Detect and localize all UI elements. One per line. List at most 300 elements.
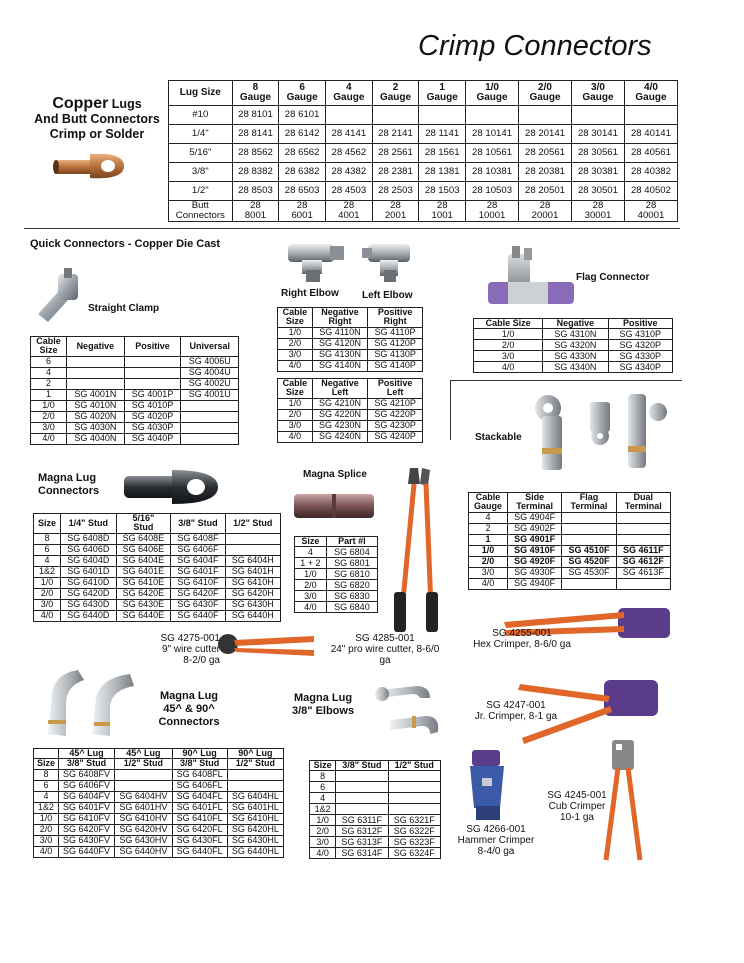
table-cell: SG 6401D	[61, 566, 116, 577]
table-cell: SG 4040N	[67, 433, 125, 444]
table-row	[34, 791, 284, 802]
table-cell: SG 6401HL	[227, 802, 283, 813]
table-cell: SG 4220N	[312, 409, 367, 420]
table-row	[295, 580, 378, 591]
row-label: 1&2	[34, 566, 61, 577]
table-cell: SG 4030P	[124, 422, 181, 433]
magna-splice-title: Magna Splice	[303, 469, 367, 480]
table-row	[310, 782, 441, 793]
row-label: 3/0	[469, 567, 508, 578]
table-row	[34, 780, 284, 791]
table-row	[34, 555, 281, 566]
table-cell	[227, 780, 283, 791]
table-cell	[181, 400, 239, 411]
row-label: 1/0	[278, 327, 313, 338]
table-cell: 28 10001	[466, 201, 519, 222]
table-cell	[336, 804, 388, 815]
stackable-table	[468, 492, 671, 590]
table-row	[31, 378, 239, 389]
table-cell: SG 6430FV	[58, 835, 114, 846]
table-cell: SG 6440HV	[115, 846, 172, 857]
copper-line2: And Butt Connectors	[34, 112, 160, 126]
table-cell: 28 40141	[624, 125, 677, 144]
table-row	[34, 769, 284, 780]
wire-cutter-label: SG 4275-001 9" wire cutter 8-2/0 ga	[160, 633, 220, 666]
table-row	[310, 815, 441, 826]
table-cell: SG 4520F	[562, 556, 616, 567]
table-header-row	[31, 337, 239, 357]
table-cell	[388, 782, 440, 793]
table-cell: SG 6430HV	[115, 835, 172, 846]
table-row	[34, 813, 284, 824]
table-cell	[181, 411, 239, 422]
table-cell: SG 6430E	[116, 599, 171, 610]
table-row	[34, 824, 284, 835]
left-elbow-label: Left Elbow	[362, 290, 413, 301]
hammer-crimper-label: SG 4266-001 Hammer Crimper 8-4/0 ga	[457, 824, 535, 857]
table-cell	[562, 578, 616, 589]
table-cell: SG 6312F	[336, 826, 388, 837]
jr-crimper-label: SG 4247-001 Jr. Crimper, 8-1 ga	[474, 700, 558, 722]
column-header: 1/2" Stud	[227, 759, 283, 769]
table-cell	[616, 512, 670, 523]
table-row	[469, 534, 671, 545]
left-elbow-image	[360, 240, 416, 284]
table-row	[31, 400, 239, 411]
table-cell: SG 4006U	[181, 356, 239, 367]
table-cell: SG 6408F	[171, 533, 225, 544]
row-label: 4	[310, 793, 336, 804]
table-header-row	[34, 749, 284, 759]
row-label: 2/0	[295, 580, 327, 591]
table-cell: SG 6410FV	[58, 813, 114, 824]
column-header: 8 Gauge	[232, 81, 279, 106]
table-cell: SG 4010P	[124, 400, 181, 411]
table-cell: SG 4930F	[507, 567, 561, 578]
row-label: 3/0	[278, 349, 313, 360]
table-cell: SG 6408FV	[58, 769, 114, 780]
table-header-row	[34, 759, 284, 769]
column-header: 90^ Lug	[227, 749, 283, 759]
table-cell: SG 4140P	[368, 360, 423, 371]
table-cell: SG 6410F	[171, 577, 225, 588]
flag-connector-image	[488, 244, 574, 318]
table-cell: SG 4330P	[608, 351, 673, 362]
table-cell: 28 8382	[232, 163, 279, 182]
table-row	[34, 566, 281, 577]
row-label: 4/0	[31, 433, 67, 444]
table-cell: 28 40382	[624, 163, 677, 182]
table-row	[169, 182, 678, 201]
table-cell	[67, 378, 125, 389]
column-header: Size	[34, 759, 59, 769]
table-cell: 28 2503	[372, 182, 419, 201]
elbow38-table	[309, 760, 441, 859]
table-cell: SG 4613F	[616, 567, 670, 578]
table-cell: 28 40502	[624, 182, 677, 201]
row-label: 4/0	[278, 431, 313, 442]
table-cell: SG 4001U	[181, 389, 239, 400]
table-cell	[388, 793, 440, 804]
row-label: 4/0	[469, 578, 508, 589]
column-header: 1 Gauge	[419, 81, 466, 106]
table-cell: SG 6404H	[225, 555, 280, 566]
table-cell: 28 8001	[232, 201, 279, 222]
table-cell	[124, 378, 181, 389]
table-cell	[115, 780, 172, 791]
table-cell: SG 4110P	[368, 327, 423, 338]
table-cell: SG 6420E	[116, 588, 171, 599]
column-header	[34, 749, 59, 759]
table-cell: 28 10141	[466, 125, 519, 144]
table-row	[469, 523, 671, 534]
row-label: 2	[31, 378, 67, 389]
row-label: 4	[31, 367, 67, 378]
table-cell: SG 4010N	[67, 400, 125, 411]
table-cell: SG 4320N	[543, 340, 608, 351]
table-cell: SG 6440E	[116, 610, 171, 621]
row-label: 5/16"	[169, 144, 233, 163]
table-row	[295, 591, 378, 602]
table-cell: SG 6410FL	[172, 813, 227, 824]
table-row	[31, 356, 239, 367]
column-header: 2 Gauge	[372, 81, 419, 106]
straight-clamp-label: Straight Clamp	[88, 303, 160, 314]
row-label: 2/0	[278, 338, 313, 349]
table-cell: SG 4220P	[368, 409, 423, 420]
table-cell	[325, 106, 372, 125]
table-cell: SG 6406E	[116, 544, 171, 555]
magna-splice-table	[294, 536, 378, 613]
row-label: Butt Connectors	[169, 201, 233, 222]
column-header: 5/16" Stud	[116, 514, 171, 534]
table-header-row	[295, 537, 378, 547]
column-header: Universal	[181, 337, 239, 357]
table-row	[278, 349, 423, 360]
table-cell: SG 6440F	[171, 610, 225, 621]
table-cell: 28 6101	[279, 106, 326, 125]
table-cell	[466, 106, 519, 125]
table-cell: 28 6503	[279, 182, 326, 201]
table-cell: SG 4910F	[507, 545, 561, 556]
column-header: Positive Right	[368, 308, 423, 328]
table-row	[474, 351, 673, 362]
table-row	[469, 578, 671, 589]
table-cell: 28 4141	[325, 125, 372, 144]
table-cell: SG 6440HL	[227, 846, 283, 857]
table-cell: 28 40001	[624, 201, 677, 222]
row-label: 2/0	[469, 556, 508, 567]
row-label: 4	[34, 555, 61, 566]
flag-connector-table	[473, 318, 673, 373]
column-header: 6 Gauge	[279, 81, 326, 106]
table-cell: 28 8101	[232, 106, 279, 125]
table-row	[310, 771, 441, 782]
table-cell: 28 4562	[325, 144, 372, 163]
table-cell: SG 4530F	[562, 567, 616, 578]
magna-lug-title: Magna Lug Connectors	[38, 472, 100, 497]
column-header: Size	[295, 537, 327, 547]
table-cell: SG 4210P	[368, 398, 423, 409]
table-cell: SG 4120P	[368, 338, 423, 349]
column-header: 4 Gauge	[325, 81, 372, 106]
table-cell: SG 6840	[326, 602, 377, 613]
stackable-image	[532, 392, 674, 476]
row-label: 2/0	[278, 409, 313, 420]
table-cell: 28 20561	[519, 144, 572, 163]
pro-wire-cutter-label: SG 4285-001 24" pro wire cutter, 8-6/0 ga	[330, 633, 440, 666]
table-cell	[519, 106, 572, 125]
table-cell	[181, 422, 239, 433]
copper-title-big: Copper	[52, 95, 109, 112]
table-cell: SG 6410HL	[227, 813, 283, 824]
table-cell	[181, 433, 239, 444]
table-row	[469, 556, 671, 567]
table-cell: SG 6430HL	[227, 835, 283, 846]
table-row	[295, 602, 378, 613]
column-header: 2/0 Gauge	[519, 81, 572, 106]
table-cell: SG 4340N	[543, 362, 608, 373]
table-row	[34, 802, 284, 813]
table-row	[474, 340, 673, 351]
table-cell: SG 6820	[326, 580, 377, 591]
table-cell	[124, 367, 181, 378]
section-divider	[24, 228, 680, 229]
table-row	[34, 610, 281, 621]
table-cell: SG 6404D	[61, 555, 116, 566]
table-cell: SG 6313F	[336, 837, 388, 848]
pro-wire-cutter-image	[386, 464, 448, 634]
table-cell: 28 20141	[519, 125, 572, 144]
table-cell: SG 4002U	[181, 378, 239, 389]
row-label: 8	[34, 533, 61, 544]
row-label: 3/0	[474, 351, 543, 362]
column-header: Flag Terminal	[562, 493, 616, 513]
table-cell: SG 4004U	[181, 367, 239, 378]
row-label: 1 + 2	[295, 558, 327, 569]
row-label: 1	[469, 534, 508, 545]
table-cell: 28 1561	[419, 144, 466, 163]
table-cell	[115, 769, 172, 780]
table-cell: 28 1001	[419, 201, 466, 222]
table-row	[469, 512, 671, 523]
table-cell: SG 4310P	[608, 329, 673, 340]
table-cell	[562, 512, 616, 523]
table-cell: 28 30001	[571, 201, 624, 222]
column-header: Cable Size	[474, 319, 543, 329]
row-label: 2	[469, 523, 508, 534]
table-cell: SG 4210N	[312, 398, 367, 409]
column-header: Positive	[608, 319, 673, 329]
column-header: Side Terminal	[507, 493, 561, 513]
column-header: 1/0 Gauge	[466, 81, 519, 106]
table-cell	[616, 534, 670, 545]
table-cell: SG 6420H	[225, 588, 280, 599]
table-row	[278, 327, 423, 338]
table-cell: SG 4904F	[507, 512, 561, 523]
table-cell: SG 6311F	[336, 815, 388, 826]
column-header: 3/8" Stud	[171, 514, 225, 534]
row-label: 3/0	[295, 591, 327, 602]
table-row	[474, 329, 673, 340]
table-cell: 28 30501	[571, 182, 624, 201]
copper-lug-table	[168, 80, 678, 222]
table-cell: SG 6404HV	[115, 791, 172, 802]
table-cell: SG 6430H	[225, 599, 280, 610]
row-label: #10	[169, 106, 233, 125]
row-label: 4	[295, 547, 327, 558]
table-cell: 28 30561	[571, 144, 624, 163]
table-row	[31, 433, 239, 444]
row-label: 4/0	[310, 848, 336, 859]
right-elbow-table	[277, 307, 423, 372]
table-row	[278, 409, 423, 420]
wire-cutter-image	[216, 630, 316, 660]
table-row	[34, 577, 281, 588]
table-cell: SG 6404FV	[58, 791, 114, 802]
row-label: 6	[34, 544, 61, 555]
table-cell: SG 4340P	[608, 362, 673, 373]
column-header: 3/8" Stud	[336, 761, 388, 771]
table-cell: 28 2381	[372, 163, 419, 182]
straight-clamp-image	[30, 266, 88, 324]
column-header: Negative Right	[312, 308, 367, 328]
table-cell: SG 6430F	[171, 599, 225, 610]
quick-connectors-table	[30, 336, 239, 445]
table-row	[278, 360, 423, 371]
table-cell: SG 4020P	[124, 411, 181, 422]
table-cell: 28 2141	[372, 125, 419, 144]
table-cell: SG 4240N	[312, 431, 367, 442]
column-header: 90^ Lug	[172, 749, 227, 759]
table-row	[31, 389, 239, 400]
table-cell	[419, 106, 466, 125]
column-header: 45^ Lug	[115, 749, 172, 759]
table-row	[31, 367, 239, 378]
table-row	[310, 837, 441, 848]
stackable-divider-vert	[450, 380, 451, 440]
table-cell: SG 4230N	[312, 420, 367, 431]
table-cell	[616, 578, 670, 589]
table-cell: SG 6410D	[61, 577, 116, 588]
row-label: 4/0	[278, 360, 313, 371]
table-cell: SG 6430FL	[172, 835, 227, 846]
table-cell: 28 10503	[466, 182, 519, 201]
table-cell: SG 4901F	[507, 534, 561, 545]
table-cell	[67, 356, 125, 367]
table-cell: SG 6410HV	[115, 813, 172, 824]
table-cell: 28 4503	[325, 182, 372, 201]
table-cell: 28 10561	[466, 144, 519, 163]
column-header: Negative	[67, 337, 125, 357]
row-label: 3/8"	[169, 163, 233, 182]
table-cell: SG 4130N	[312, 349, 367, 360]
table-cell: SG 6314F	[336, 848, 388, 859]
table-cell: SG 6830	[326, 591, 377, 602]
table-header-row	[310, 761, 441, 771]
table-cell: SG 4110N	[312, 327, 367, 338]
table-header-row	[169, 81, 678, 106]
table-cell: SG 4120N	[312, 338, 367, 349]
column-header: Cable Size	[31, 337, 67, 357]
table-cell: 28 10381	[466, 163, 519, 182]
table-cell: SG 4320P	[608, 340, 673, 351]
row-label: 3/0	[310, 837, 336, 848]
table-row	[474, 362, 673, 373]
table-cell: 28 6562	[279, 144, 326, 163]
table-row	[295, 558, 378, 569]
table-cell: SG 6406D	[61, 544, 116, 555]
table-header-row	[34, 514, 281, 534]
column-header: Positive	[124, 337, 181, 357]
table-cell	[336, 793, 388, 804]
row-label: 1&2	[310, 804, 336, 815]
table-cell: SG 6404E	[116, 555, 171, 566]
table-cell: 28 20001	[519, 201, 572, 222]
table-cell: 28 4001	[325, 201, 372, 222]
copper-title-rest: Lugs	[108, 97, 142, 111]
table-cell: SG 6321F	[388, 815, 440, 826]
row-label: 4	[34, 791, 59, 802]
table-row	[278, 398, 423, 409]
row-label: 8	[310, 771, 336, 782]
row-label: 1/0	[310, 815, 336, 826]
table-header-row	[278, 379, 423, 399]
row-label: 1/0	[295, 569, 327, 580]
table-cell	[336, 771, 388, 782]
column-header: Part #l	[326, 537, 377, 547]
row-label: 4/0	[474, 362, 543, 373]
row-label: 2/0	[34, 824, 59, 835]
table-row	[34, 588, 281, 599]
table-row	[310, 848, 441, 859]
table-cell: 28 8503	[232, 182, 279, 201]
table-row	[34, 544, 281, 555]
table-row	[469, 545, 671, 556]
row-label: 3/0	[278, 420, 313, 431]
row-label: 2/0	[310, 826, 336, 837]
table-cell: 28 4382	[325, 163, 372, 182]
table-cell: SG 4001P	[124, 389, 181, 400]
column-header: Cable Size	[278, 379, 313, 399]
table-cell: SG 6420HL	[227, 824, 283, 835]
table-cell: SG 4040P	[124, 433, 181, 444]
table-cell: SG 4920F	[507, 556, 561, 567]
table-cell: SG 4001N	[67, 389, 125, 400]
copper-lug-image	[52, 148, 128, 184]
table-cell: 28 1503	[419, 182, 466, 201]
row-label: 4/0	[295, 602, 327, 613]
table-cell: SG 4030N	[67, 422, 125, 433]
table-cell: SG 6324F	[388, 848, 440, 859]
table-cell: SG 4130P	[368, 349, 423, 360]
table-row	[169, 163, 678, 182]
table-cell: SG 6323F	[388, 837, 440, 848]
table-cell: SG 6440FL	[172, 846, 227, 857]
table-row	[278, 420, 423, 431]
row-label: 6	[34, 780, 59, 791]
table-row	[278, 431, 423, 442]
stackable-divider	[450, 380, 682, 381]
page-title: Crimp Connectors	[418, 30, 652, 62]
column-header: 1/2" Stud	[225, 514, 280, 534]
table-header-row	[469, 493, 671, 513]
table-cell: SG 6401FV	[58, 802, 114, 813]
table-cell: SG 4020N	[67, 411, 125, 422]
table-cell: SG 4611F	[616, 545, 670, 556]
table-cell: SG 4902F	[507, 523, 561, 534]
table-row	[169, 201, 678, 222]
